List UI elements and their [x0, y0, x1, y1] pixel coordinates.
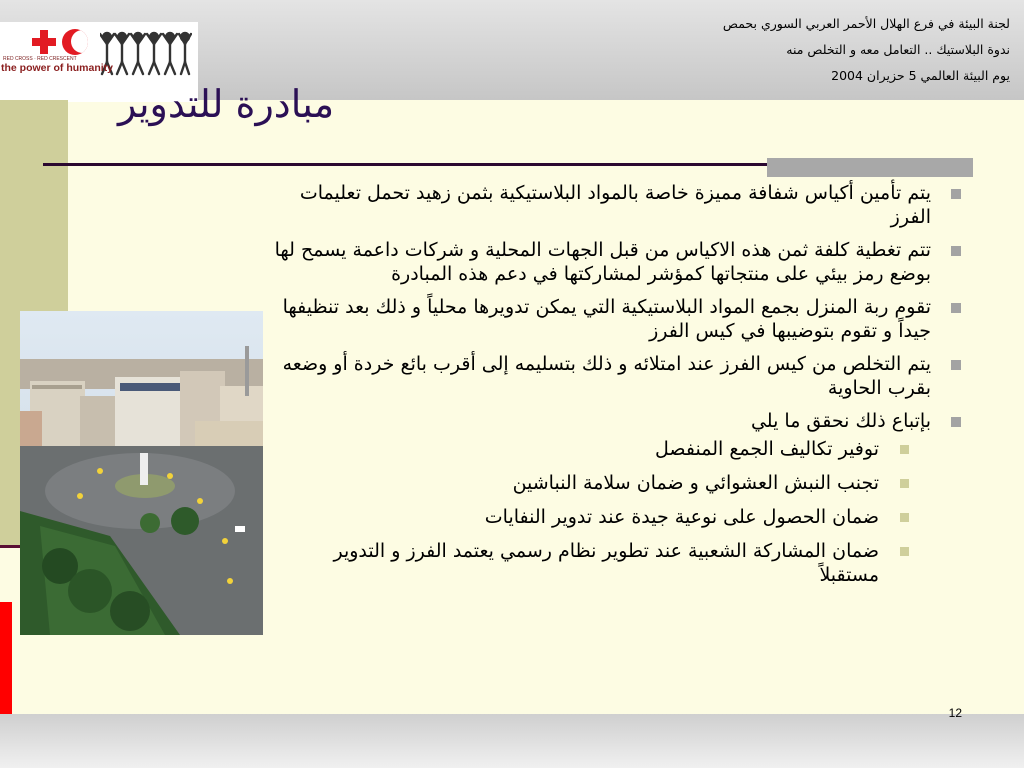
- red-cross-icon: [30, 28, 58, 56]
- header-text: [410, 14, 1010, 92]
- bullet-item: تتم تغطية كلفة ثمن هذه الاكياس من قبل الجهات المحلية و شركات داعمة يسمح لها بوضع رمز بيئي على منتجاتها كمؤشر لمشاركتها في دعم هذه المبادرة: [270, 238, 963, 286]
- bullet-item-label: بإتباع ذلك نحقق ما يلي: [750, 410, 931, 432]
- sub-bullet-item: ضمان المشاركة الشعبية عند تطوير نظام رسمي يعتمد الفرز و التدوير مستقبلاً: [270, 539, 911, 587]
- sub-bullet-item: توفير تكاليف الجمع المنفصل: [270, 437, 911, 461]
- bullet-item: يتم تأمين أكياس شفافة مميزة خاصة بالمواد البلاستيكية بثمن زهيد تحمل تعليمات الفرز: [270, 181, 963, 229]
- bullet-list: [270, 181, 963, 587]
- slide-title: مبادرة للتدوير: [118, 82, 335, 126]
- content-area: [270, 181, 963, 597]
- footer-band: [0, 714, 1024, 768]
- logo-tagline: the power of humanity: [1, 62, 114, 74]
- logo-small-text: RED CROSS · RED CRESCENT: [3, 56, 77, 62]
- bullet-item: يتم التخلص من كيس الفرز عند امتلائه و ذلك بتسليمه إلى أقرب بائع خردة أو وضعه بقرب الحاوية: [270, 352, 963, 400]
- sub-bullet-item: تجنب النبش العشوائي و ضمان سلامة النباشين: [270, 471, 911, 495]
- header-line-committee: لجنة البيئة في فرع الهلال الأحمر العربي السوري بحمص: [722, 16, 1010, 31]
- page-number: 12: [948, 706, 962, 720]
- header-line-date: يوم البيئة العالمي 5 حزيران 2004: [831, 68, 1010, 83]
- city-square-photo: [20, 311, 263, 635]
- title-accent-bar: [767, 158, 973, 177]
- bullet-item: تقوم ربة المنزل بجمع المواد البلاستيكية التي يمكن تدويرها محلياً و ذلك بعد تنظيفها جيداً و تقوم بتوضيبها في كيس الفرز: [270, 295, 963, 343]
- people-figures-icon: [100, 30, 192, 76]
- red-crescent-icon: [62, 29, 88, 55]
- header-line-seminar: ندوة البلاستيك .. التعامل معه و التخلص منه: [786, 42, 1010, 57]
- sub-bullet-list: [270, 437, 931, 587]
- red-accent-bar: [0, 602, 12, 714]
- sub-bullet-item: ضمان الحصول على نوعية جيدة عند تدوير النفايات: [270, 505, 911, 529]
- bullet-item-results: [270, 409, 963, 587]
